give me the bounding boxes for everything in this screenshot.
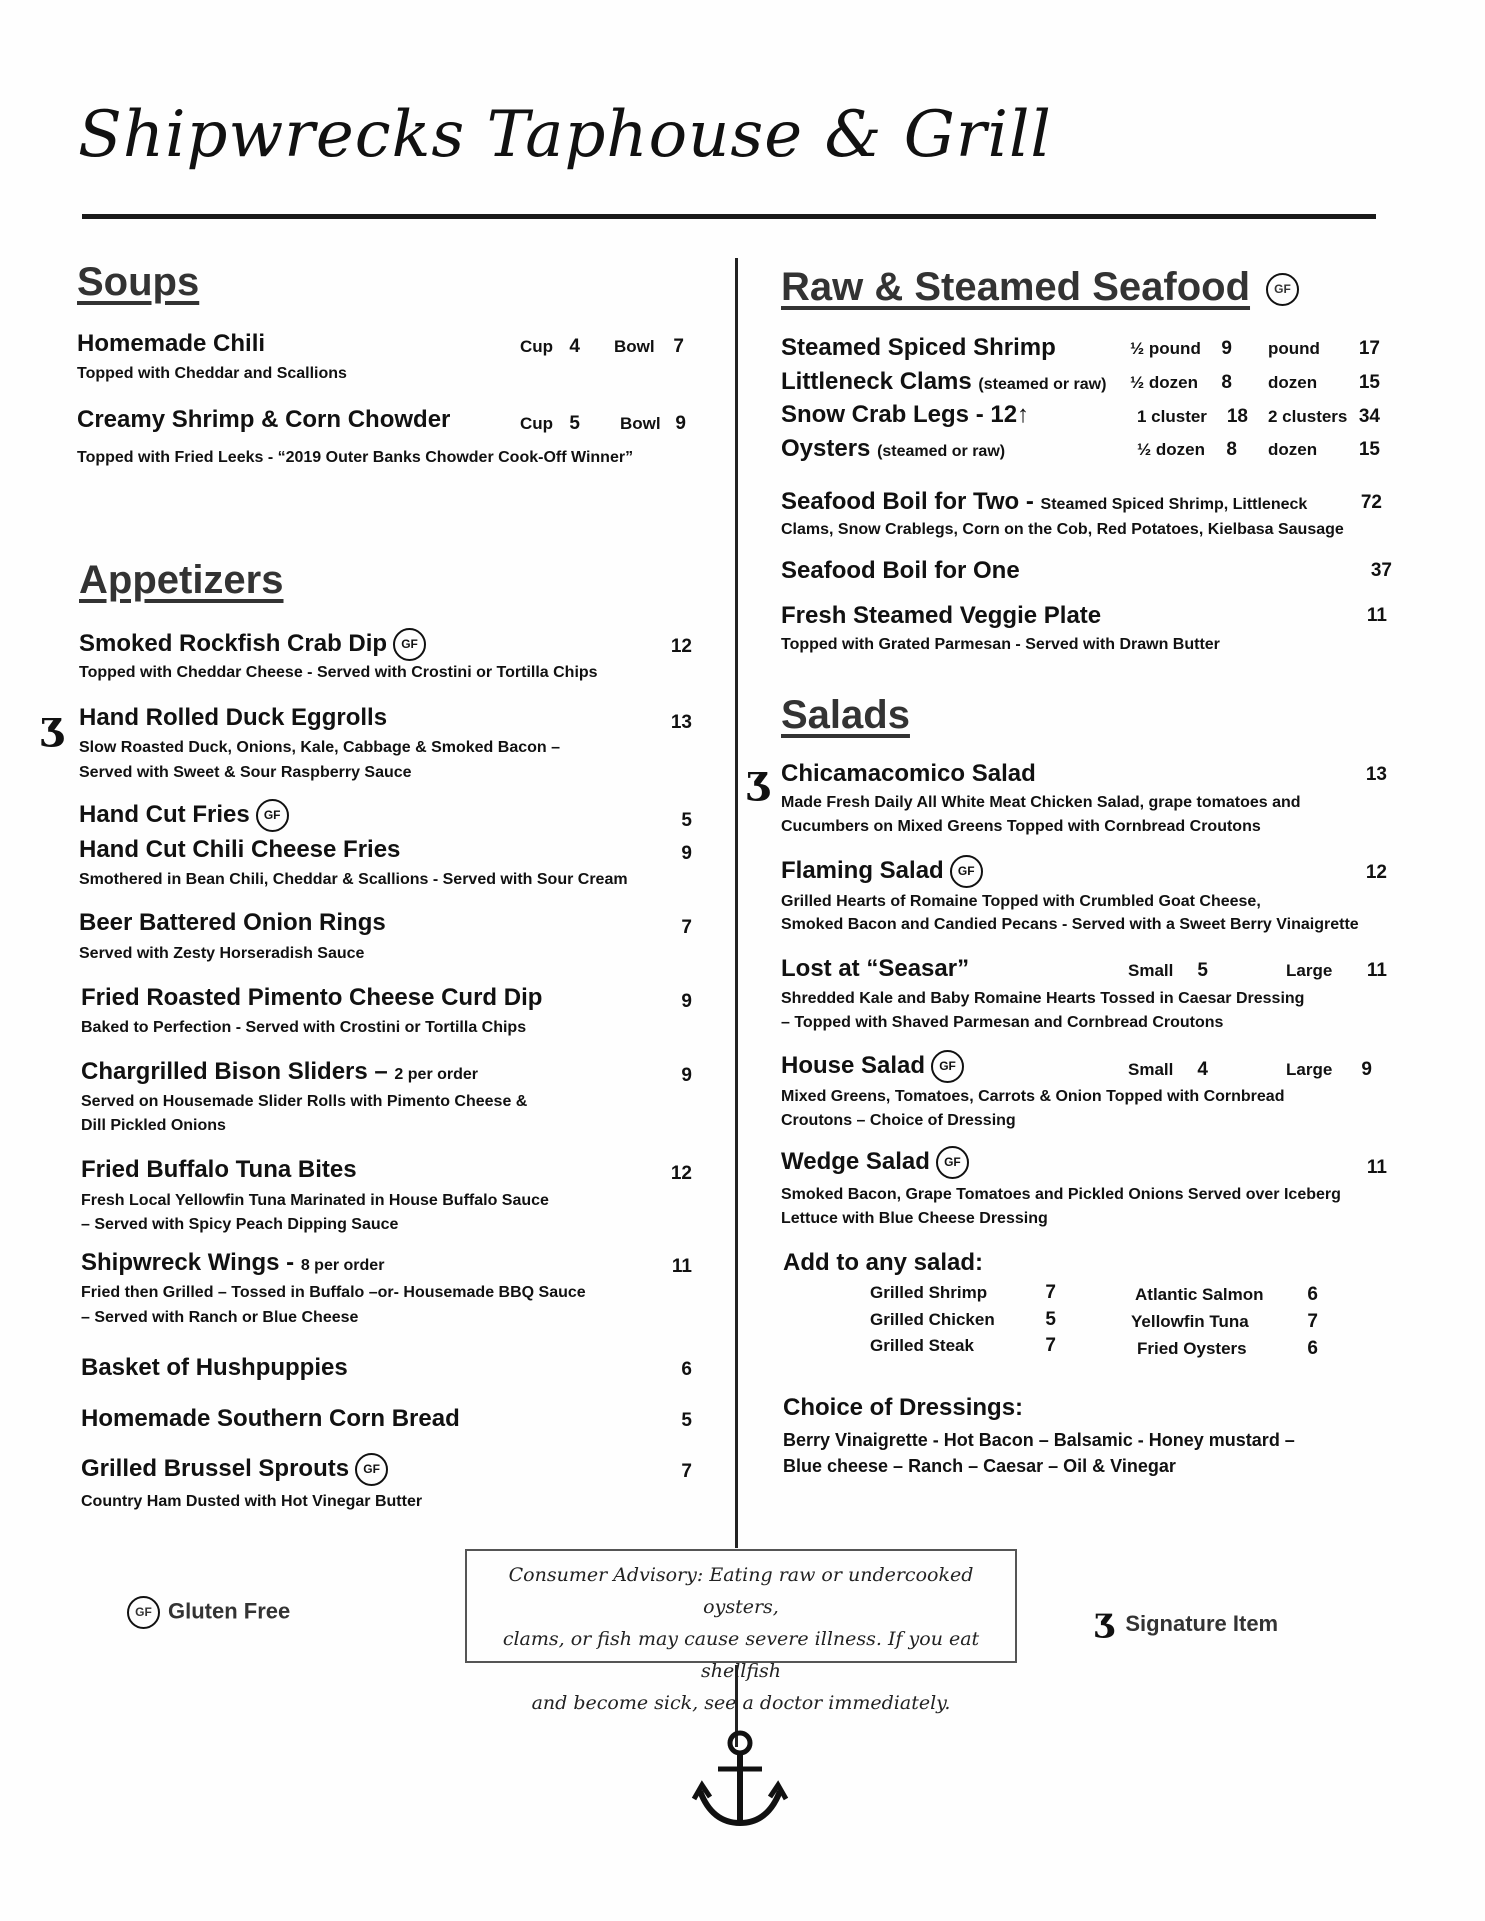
dressings-list: Berry Vinaigrette - Hot Bacon – Balsamic - Honey mustard – <box>783 1430 1295 1450</box>
chili-cup-label: Cup <box>520 337 554 356</box>
dressings-list: Blue cheese – Ranch – Caesar – Oil & Vinegar <box>783 1456 1176 1476</box>
appetizer-name: Hand Cut Chili Cheese Fries <box>79 836 401 863</box>
advisory-line: Consumer Advisory: Eating raw or undercooked oysters, <box>508 1564 974 1618</box>
restaurant-title: Shipwrecks Taphouse & Grill <box>78 98 1052 172</box>
salad-desc: Croutons – Choice of Dressing <box>781 1112 1016 1129</box>
seafood-boil-two-price: 72 <box>1360 492 1382 513</box>
salad-price: 11 <box>1366 1157 1387 1178</box>
raw-item-price2: 15 <box>1358 439 1380 460</box>
raw-item-qty2: pound <box>1268 339 1320 358</box>
addon-price: 6 <box>1307 1338 1318 1359</box>
chowder-bowl-label: Bowl <box>620 414 661 433</box>
salad-desc: Mixed Greens, Tomatoes, Carrots & Onion Topped with Cornbread <box>781 1088 1285 1105</box>
chili-cup-price: 4 <box>569 336 580 357</box>
raw-item-qty1: ½ dozen <box>1137 440 1206 459</box>
appetizer-price: 12 <box>670 1163 692 1184</box>
appetizer-price: 13 <box>670 712 692 733</box>
salad-name: Flaming Salad GF <box>781 855 983 888</box>
appetizer-desc: Baked to Perfection - Served with Crostini or Tortilla Chips <box>81 1019 527 1036</box>
salad-desc: Cucumbers on Mixed Greens Topped with Cornbread Croutons <box>781 818 1261 835</box>
raw-item-price2: 15 <box>1358 372 1380 393</box>
salad-desc: Smoked Bacon and Candied Pecans - Served with a Sweet Berry Vinaigrette <box>781 916 1359 933</box>
salad-small-price: 4 <box>1197 1059 1208 1080</box>
gluten-free-icon: GF <box>936 1146 969 1179</box>
appetizer-desc: Slow Roasted Duck, Onions, Kale, Cabbage & Smoked Bacon – <box>79 739 560 756</box>
appetizer-desc: Fresh Local Yellowfin Tuna Marinated in House Buffalo Sauce <box>81 1192 549 1209</box>
gluten-free-icon: GF <box>950 855 983 888</box>
salad-desc: Lettuce with Blue Cheese Dressing <box>781 1210 1048 1227</box>
raw-item-qty1: ½ pound <box>1130 339 1201 358</box>
appetizer-desc: Served on Housemade Slider Rolls with Pimento Cheese & <box>81 1093 528 1110</box>
veggie-plate-desc: Topped with Grated Parmesan - Served with Drawn Butter <box>781 636 1220 653</box>
salad-desc: – Topped with Shaved Parmesan and Cornbread Croutons <box>781 1014 1224 1031</box>
addon-price: 7 <box>1307 1311 1318 1332</box>
raw-item-price1: 9 <box>1221 338 1232 359</box>
column-divider-top <box>735 258 738 1548</box>
appetizer-name: Chargrilled Bison Sliders – 2 per order <box>81 1058 479 1085</box>
raw-item-name: Steamed Spiced Shrimp <box>781 334 1056 361</box>
appetizer-name: Hand Rolled Duck Eggrolls <box>79 704 388 731</box>
raw-item-price1: 8 <box>1226 439 1237 460</box>
appetizer-price: 12 <box>670 636 692 657</box>
appetizer-desc: Served with Zesty Horseradish Sauce <box>79 945 365 962</box>
advisory-line: clams, or fish may cause severe illness. If you eat shellfish <box>502 1628 980 1682</box>
addon-price: 6 <box>1307 1284 1318 1305</box>
appetizer-price: 11 <box>671 1256 692 1277</box>
chowder-desc: Topped with Fried Leeks - “2019 Outer Banks Chowder Cook-Off Winner” <box>77 449 634 466</box>
raw-item-price2: 17 <box>1358 338 1380 359</box>
dressings-heading: Choice of Dressings: <box>783 1394 1024 1421</box>
salad-small-price: 5 <box>1197 960 1208 981</box>
addon-price: 5 <box>1045 1309 1056 1330</box>
addon-name: Fried Oysters <box>1137 1339 1247 1358</box>
raw-item-qty2: dozen <box>1268 440 1318 459</box>
appetizers-heading: Appetizers <box>79 558 284 602</box>
appetizer-price: 9 <box>681 991 692 1012</box>
raw-item-name: Littleneck Clams (steamed or raw) <box>781 368 1107 395</box>
anchor-icon <box>690 1725 790 1835</box>
addons-heading: Add to any salad: <box>783 1249 984 1276</box>
chili-bowl-price: 7 <box>673 336 684 357</box>
seafood-boil-one-name: Seafood Boil for One <box>781 557 1020 584</box>
soups-heading: Soups <box>77 260 200 304</box>
salad-price: 13 <box>1365 764 1387 785</box>
chili-desc: Topped with Cheddar and Scallions <box>77 365 347 382</box>
raw-item-qty2: 2 clusters <box>1268 407 1348 426</box>
chili-bowl-label: Bowl <box>614 337 655 356</box>
seafood-boil-two-name: Seafood Boil for Two - Steamed Spiced Shrimp, Littleneck <box>781 488 1308 515</box>
appetizer-desc: Served with Sweet & Sour Raspberry Sauce <box>79 764 412 781</box>
chowder-bowl-price: 9 <box>675 413 686 434</box>
signature-legend: ʒ Signature Item <box>1094 1600 1279 1640</box>
salad-large-price: 9 <box>1361 1059 1372 1080</box>
addon-name: Grilled Shrimp <box>870 1283 988 1302</box>
salad-small-label: Small <box>1128 961 1174 980</box>
consumer-advisory <box>465 1549 1017 1714</box>
addon-name: Yellowfin Tuna <box>1131 1312 1249 1331</box>
chili-name: Homemade Chili <box>77 330 266 357</box>
salad-large-label: Large <box>1286 961 1333 980</box>
gluten-free-icon: GF <box>127 1596 160 1629</box>
appetizer-price: 5 <box>681 810 692 831</box>
addon-name: Atlantic Salmon <box>1135 1285 1264 1304</box>
salad-name: Wedge Salad GF <box>781 1146 969 1179</box>
appetizer-price: 7 <box>681 917 692 938</box>
salad-desc: Grilled Hearts of Romaine Topped with Crumbled Goat Cheese, <box>781 893 1261 910</box>
salad-small-label: Small <box>1128 1060 1174 1079</box>
raw-item-name: Snow Crab Legs - 12↑ <box>781 401 1030 428</box>
salads-heading: Salads <box>781 693 910 737</box>
raw-seafood-heading: Raw & Steamed Seafood GF <box>781 265 1299 310</box>
gluten-free-icon: GF <box>355 1453 388 1486</box>
appetizer-name: Grilled Brussel Sprouts GF <box>81 1453 388 1486</box>
appetizer-name: Shipwreck Wings - 8 per order <box>81 1249 385 1276</box>
salad-price: 12 <box>1365 862 1387 883</box>
chowder-cup-price: 5 <box>569 413 580 434</box>
appetizer-desc: Country Ham Dusted with Hot Vinegar Butter <box>81 1493 423 1510</box>
raw-item-qty1: 1 cluster <box>1137 407 1207 426</box>
gluten-free-icon: GF <box>1266 273 1299 306</box>
appetizer-desc: – Served with Ranch or Blue Cheese <box>81 1309 359 1326</box>
veggie-plate-price: 11 <box>1366 605 1387 626</box>
addon-price: 7 <box>1045 1335 1056 1356</box>
appetizer-desc: Topped with Cheddar Cheese - Served with Crostini or Tortilla Chips <box>79 664 598 681</box>
seafood-boil-one-price: 37 <box>1370 560 1392 581</box>
appetizer-desc: Smothered in Bean Chili, Cheddar & Scallions - Served with Sour Cream <box>79 871 628 888</box>
appetizer-desc: – Served with Spicy Peach Dipping Sauce <box>81 1216 399 1233</box>
raw-item-name: Oysters (steamed or raw) <box>781 435 1006 462</box>
addon-price: 7 <box>1045 1282 1056 1303</box>
salad-name: Chicamacomico Salad <box>781 760 1036 787</box>
appetizer-desc: Dill Pickled Onions <box>81 1117 226 1134</box>
gluten-free-icon: GF <box>256 799 289 832</box>
veggie-plate-name: Fresh Steamed Veggie Plate <box>781 602 1102 629</box>
advisory-line: and become sick, see a doctor immediately. <box>531 1692 951 1714</box>
appetizer-price: 9 <box>681 1065 692 1086</box>
raw-item-qty2: dozen <box>1268 373 1318 392</box>
gluten-free-icon: GF <box>931 1050 964 1083</box>
appetizer-name: Fried Roasted Pimento Cheese Curd Dip <box>81 984 543 1011</box>
raw-item-price1: 18 <box>1226 406 1248 427</box>
appetizer-price: 9 <box>681 843 692 864</box>
appetizer-price: 5 <box>681 1410 692 1431</box>
signature-icon: ʒ <box>40 702 63 749</box>
appetizer-price: 6 <box>681 1359 692 1380</box>
salad-name: House Salad GF <box>781 1050 964 1083</box>
addon-name: Grilled Steak <box>870 1336 974 1355</box>
appetizer-name: Fried Buffalo Tuna Bites <box>81 1156 357 1183</box>
signature-icon: ʒ <box>746 756 769 803</box>
chowder-cup-label: Cup <box>520 414 554 433</box>
gluten-free-icon: GF <box>393 628 426 661</box>
appetizer-name: Homemade Southern Corn Bread <box>81 1405 460 1432</box>
addon-name: Grilled Chicken <box>870 1310 995 1329</box>
gluten-free-legend: GF Gluten Free <box>127 1596 290 1629</box>
raw-item-qty1: ½ dozen <box>1130 373 1199 392</box>
signature-icon: ʒ <box>1094 1600 1114 1640</box>
appetizer-name: Beer Battered Onion Rings <box>79 909 386 936</box>
header-rule <box>82 214 1376 219</box>
seafood-boil-two-desc: Clams, Snow Crablegs, Corn on the Cob, Red Potatoes, Kielbasa Sausage <box>781 521 1344 538</box>
appetizer-name: Hand Cut Fries GF <box>79 799 289 832</box>
salad-large-price: 11 <box>1366 960 1387 981</box>
salad-large-label: Large <box>1286 1060 1333 1079</box>
appetizer-price: 7 <box>681 1461 692 1482</box>
salad-desc: Shredded Kale and Baby Romaine Hearts Tossed in Caesar Dressing <box>781 990 1305 1007</box>
chowder-name: Creamy Shrimp & Corn Chowder <box>77 406 451 433</box>
appetizer-name: Basket of Hushpuppies <box>81 1354 348 1381</box>
salad-desc: Smoked Bacon, Grape Tomatoes and Pickled Onions Served over Iceberg <box>781 1186 1341 1203</box>
raw-item-price1: 8 <box>1221 372 1232 393</box>
appetizer-name: Smoked Rockfish Crab Dip GF <box>79 628 426 661</box>
salad-name: Lost at “Seasar” <box>781 955 970 982</box>
appetizer-desc: Fried then Grilled – Tossed in Buffalo –or- Housemade BBQ Sauce <box>81 1284 586 1301</box>
salad-desc: Made Fresh Daily All White Meat Chicken Salad, grape tomatoes and <box>781 794 1301 811</box>
raw-item-price2: 34 <box>1358 406 1380 427</box>
